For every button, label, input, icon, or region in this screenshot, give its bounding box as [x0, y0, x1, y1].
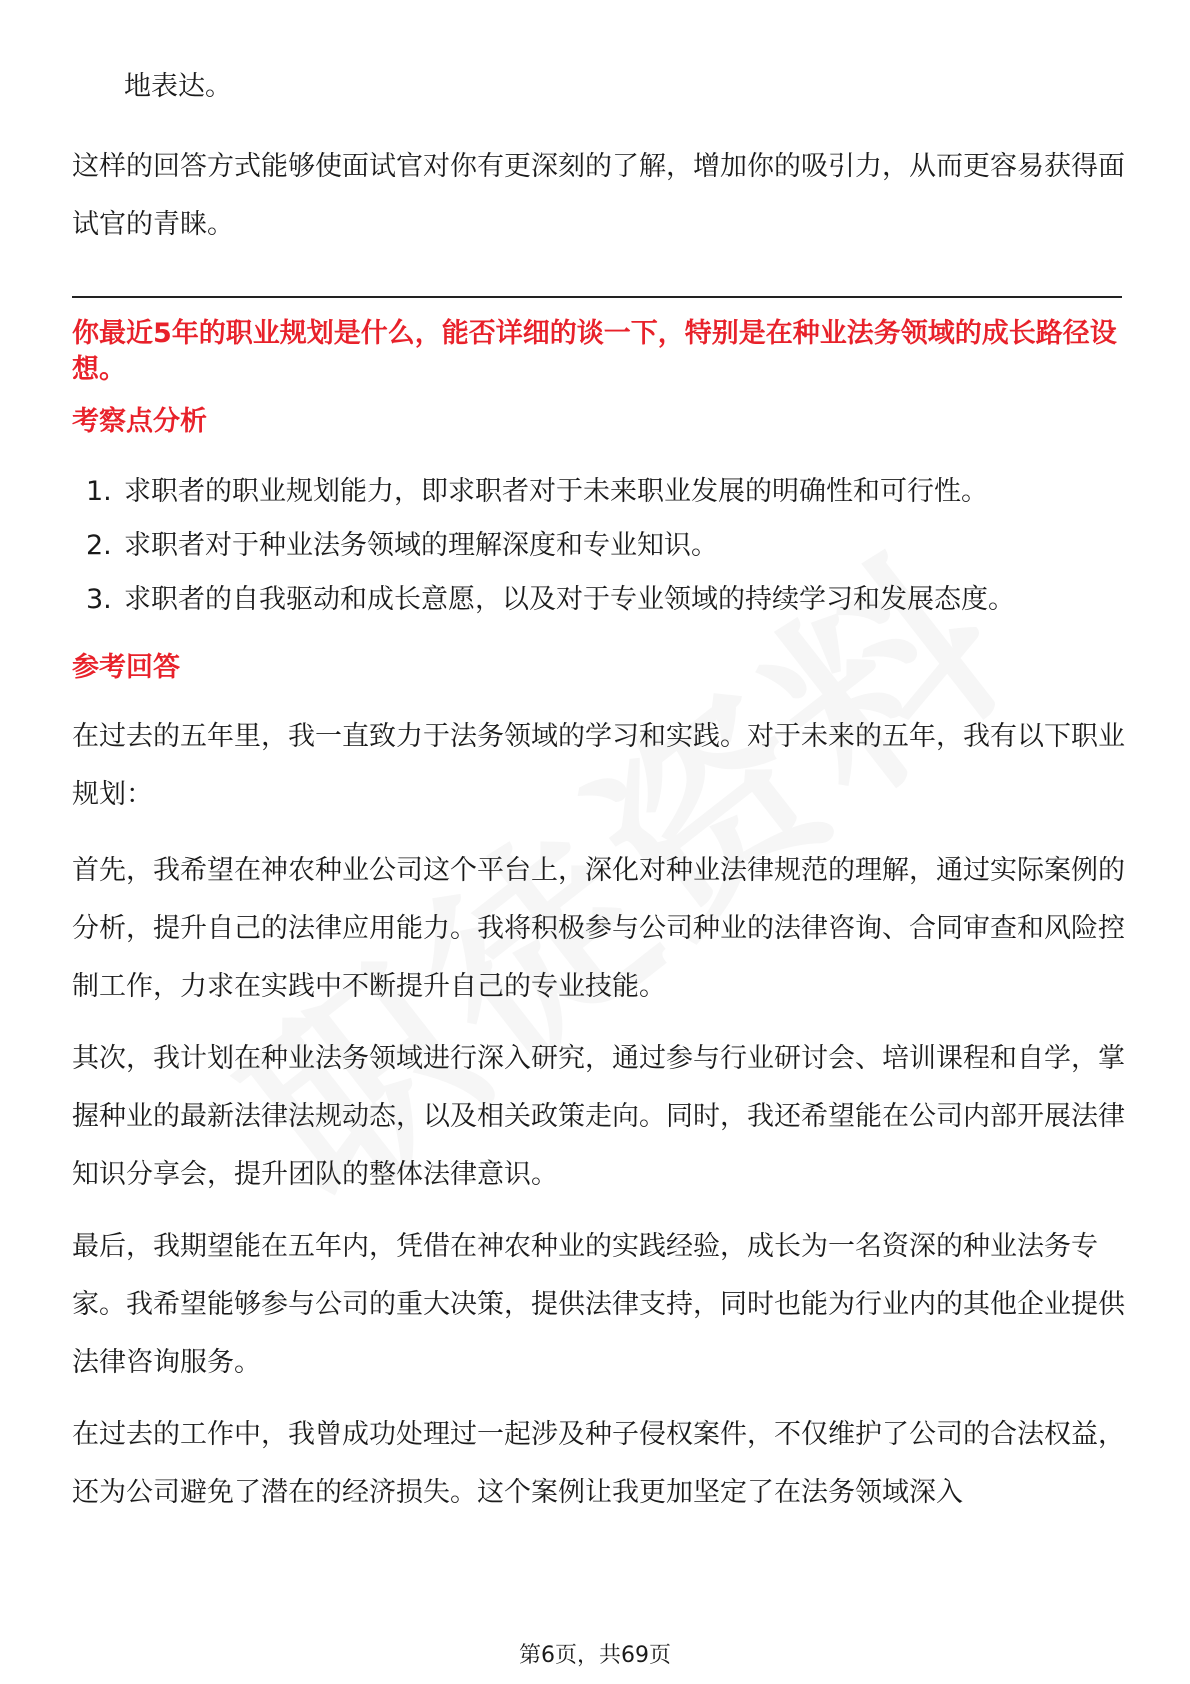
list-number: 2.	[86, 530, 112, 561]
list-text: 求职者的自我驱动和成长意愿，以及对于专业领域的持续学习和发展态度。	[124, 584, 1015, 615]
answer-paragraph: 在过去的工作中，我曾成功处理过一起涉及种子侵权案件，不仅维护了公司的合法权益，还为公司避免了潜在的经济损失。这个案例让我更加坚定了在法务领域深入	[72, 1419, 1125, 1508]
list-text: 求职者的职业规划能力，即求职者对于未来职业发展的明确性和可行性。	[124, 476, 988, 507]
continuation-line: 地表达。	[124, 71, 232, 102]
list-item	[86, 474, 1126, 510]
answer-paragraph: 最后，我期望能在五年内，凭借在神农种业的实践经验，成长为一名资深的种业法务专家。我希望能够参与公司的重大决策，提供法律支持，同时也能为行业内的其他企业提供法律咨询服务。	[72, 1231, 1125, 1378]
analysis-heading: 考察点分析	[72, 406, 207, 437]
answer-paragraph: 首先，我希望在神农种业公司这个平台上，深化对种业法律规范的理解，通过实际案例的分析，提升自己的法律应用能力。我将积极参与公司种业的法律咨询、合同审查和风险控制工作，力求在实践中不断提升自己的专业技能。	[72, 855, 1125, 1002]
list-text: 求职者对于种业法务领域的理解深度和专业知识。	[124, 530, 718, 561]
question-title: 你最近5年的职业规划是什么，能否详细的谈一下，特别是在种业法务领域的成长路径设想。	[72, 318, 1117, 385]
section-divider	[72, 296, 1122, 298]
list-number: 1.	[86, 476, 112, 507]
answer-heading: 参考回答	[72, 652, 180, 683]
continuation-paragraph: 这样的回答方式能够使面试官对你有更深刻的了解，增加你的吸引力，从而更容易获得面试官的青睐。	[72, 151, 1125, 240]
answer-paragraph: 其次，我计划在种业法务领域进行深入研究，通过参与行业研讨会、培训课程和自学，掌握种业的最新法律法规动态，以及相关政策走向。同时，我还希望能在公司内部开展法律知识分享会，提升团队的整体法律意识。	[72, 1043, 1125, 1190]
page-footer: 第6页，共69页	[519, 1643, 671, 1668]
list-item	[86, 582, 1126, 618]
answer-paragraph: 在过去的五年里，我一直致力于法务领域的学习和实践。对于未来的五年，我有以下职业规划：	[72, 721, 1125, 810]
list-number: 3.	[86, 584, 112, 615]
list-item	[86, 528, 1126, 564]
